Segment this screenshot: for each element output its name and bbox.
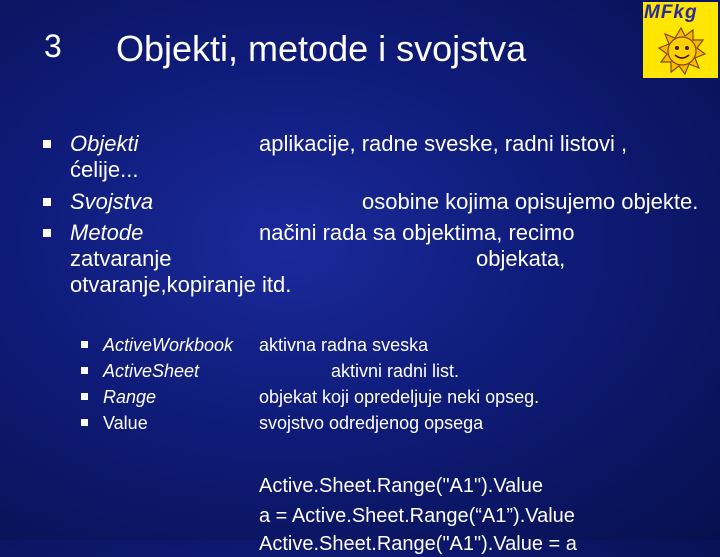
subitem-desc-activeworkbook: aktivna radna sveska <box>259 335 429 355</box>
subitem-term-activesheet: ActiveSheet <box>103 361 200 381</box>
item-desc-metode: načini rada sa objektima, recimo <box>259 220 575 245</box>
subbullet-marker <box>81 419 88 426</box>
code-line-2: a = Active.Sheet.Range(“A1”).Value <box>259 505 575 527</box>
item-term-objekti: Objekti <box>70 131 139 156</box>
bullet-marker <box>43 140 51 148</box>
subitem-desc-activesheet: aktivni radni list. <box>331 361 460 381</box>
bullet-marker <box>43 198 51 206</box>
code-line-3: Active.Sheet.Range("A1").Value = a <box>259 533 577 555</box>
item-term-svojstva: Svojstva <box>70 189 154 214</box>
bullet-marker <box>43 229 51 237</box>
item-desc-objekti: aplikacije, radne sveske, radni listovi , <box>259 131 628 156</box>
item-desc-objekti-cont: ćelije... <box>70 157 139 182</box>
subbullet-marker <box>81 367 88 374</box>
item-desc-metode-cont-a: zatvaranje <box>70 246 172 271</box>
subitem-term-value: Value <box>103 413 148 433</box>
subitem-desc-value: svojstvo odredjenog opsega <box>259 413 484 433</box>
item-desc-metode-cont-b: objekata, <box>476 246 566 271</box>
subbullet-marker <box>81 393 88 400</box>
item-term-metode: Metode <box>70 220 144 245</box>
slide-title: Objekti, metode i svojstva <box>116 28 527 69</box>
slide-number: 3 <box>44 28 62 64</box>
subitem-term-range: Range <box>103 387 157 407</box>
item-desc-metode-cont-c: otvaranje,kopiranje itd. <box>70 272 292 297</box>
subitem-desc-range: objekat koji opredeljuje neki opseg. <box>259 387 540 407</box>
logo-text: MFkg <box>644 2 698 23</box>
logo <box>641 0 720 80</box>
subitem-term-activeworkbook: ActiveWorkbook <box>103 335 234 355</box>
code-line-1: Active.Sheet.Range("A1").Value <box>259 475 543 497</box>
subbullet-marker <box>81 341 88 348</box>
item-desc-svojstva: osobine kojima opisujemo objekte. <box>362 189 699 214</box>
